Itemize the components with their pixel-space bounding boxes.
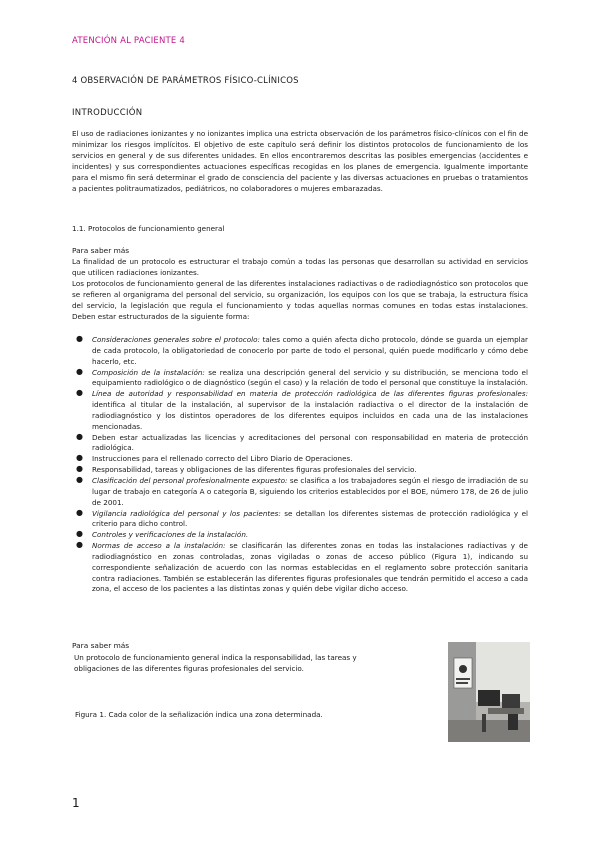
bullet-icon: ● (76, 540, 83, 550)
list-item-text: se clasificarán las diferentes zonas en todas las instalaciones radiactivas y de radiodiagnóstico en zonas controladas, zonas vigiladas o zonas de acceso público (Figura 1), indicando su correspondiente señalización de acuerdo con las normas establecidas en el reglamento sobre protección sanitaria contra radiaciones. También se establecerán las diferentes figuras profesionales que tendrán permitido el acceso a cada zona, el acceso de los pacientes a las distintas zonas y quién debe vigilar dicho acceso. (92, 541, 528, 594)
list-item-text: Responsabilidad, tareas y obligaciones de las diferentes figuras profesionales del servicio. (92, 465, 417, 475)
figure-1-photo (448, 642, 530, 742)
intro-paragraph: El uso de radiaciones ionizantes y no ionizantes implica una estricta observación de los parámetros físico-clínicos con el fin de minimizar los riesgos implícitos. El objetivo de este capítulo será definir los distintos protocolos de funcionamiento de los servicios en general y de sus diferentes unidades. En ellos encontraremos descritas las posibles emergencias (accidentes e incidentes) y sus correspondientes actuaciones específicas recogidas en los planes de emergencia. Igualmente importante para el mismo fin será determinar el grado de consciencia del paciente y las diversas actuaciones en pruebas o tratamientos a pacientes politraumatizados, pediátricos, no colaboradores o mujeres embarazadas. (72, 129, 528, 194)
bullet-icon: ● (76, 388, 83, 398)
list-item-text: Deben estar actualizadas las licencias y acreditaciones del personal con responsabilidad en materia de protección radiológica. (92, 432, 528, 453)
list-item (76, 540, 528, 595)
list-item-text: se detallan los diferentes sistemas de protección radiológica y el criterio para dicho control. (92, 508, 528, 529)
list-item-text: Instrucciones para el rellenado correcto del Libro Diario de Operaciones. (92, 454, 353, 464)
bullet-icon: ● (76, 474, 83, 484)
paragraph-protocolos: Los protocolos de funcionamiento general de las diferentes instalaciones radiactivas o de radiodiagnóstico son protocolos que se refieren al organigrama del personal del servicio, su organización, los equipos con los que se trabaja, la estructura física del servicio, la legislación que regula el funcionamiento y todas aquellas normas comunes en todas estas instalaciones. Deben estar estructurados de la siguiente forma: (72, 279, 528, 322)
list-item-lead: Controles y verificaciones de la instalación. (92, 530, 249, 540)
list-item-lead: Vigilancia radiológica del personal y los pacientes: (92, 508, 281, 518)
bullet-icon: ● (76, 334, 83, 343)
figure-caption: Figura 1. Cada color de la señalización indica una zona determinada. (75, 710, 323, 719)
bullet-icon: ● (76, 464, 83, 474)
bullet-icon: ● (76, 431, 83, 441)
list-item (76, 453, 528, 465)
list-item-text: se clasifica a los trabajadores según el riesgo de irradiación de su lugar de trabajo en categoría A o categoría B, siguiendo los criterios establecidos por el BOE, número 178, de 26 de julio de 2001. (92, 475, 529, 507)
intro-heading: INTRODUCCIÓN (72, 108, 143, 118)
list-item-lead: Consideraciones generales sobre el protocolo: (92, 335, 260, 344)
list-item (76, 388, 528, 432)
list-item-text: tales como a quién afecta dicho protocolo, dónde se guarda un ejemplar de cada protocolo, la obligatoriedad de conocerlo por parte de todo el personal, quién puede modificarlo y cómo debe hacerlo, etc. (92, 335, 528, 366)
section-heading-1-1: 1.1. Protocolos de funcionamiento general (72, 224, 225, 233)
paragraph-finalidad: La finalidad de un protocolo es estructurar el trabajo común a todas las personas que desarrollan su actividad en servicios que utilicen radiaciones ionizantes. (72, 257, 528, 278)
list-item-lead: Clasificación del personal profesionalmente expuesto: (92, 475, 288, 485)
para-saber-mas-heading: Para saber más (72, 246, 130, 255)
running-header: ATENCIÓN AL PACIENTE 4 (72, 36, 186, 46)
list-item (76, 431, 528, 455)
list-item (76, 474, 529, 509)
list-item-lead: Línea de autoridad y responsabilidad en materia de protección radiológica de las diferentes figuras profesionales: (92, 389, 528, 399)
bullet-icon: ● (76, 366, 83, 376)
chapter-title: 4 OBSERVACIÓN DE PARÁMETROS FÍSICO-CLÍNICOS (72, 76, 299, 86)
bullet-icon: ● (76, 507, 83, 517)
bullet-list (76, 334, 529, 595)
list-item-text: se realiza una descripción general del servicio y su distribución, se menciona todo el equipamiento radiológico o de diagnóstico (según el caso) y la relación de todo el personal que constituye la instalación. (92, 367, 528, 388)
paragraph-responsabilidad: Un protocolo de funcionamiento general indica la responsabilidad, las tareas y obligaciones de las diferentes figuras profesionales del servicio. (74, 653, 357, 673)
para-saber-mas-heading-2: Para saber más (72, 641, 130, 650)
bullet-icon: ● (76, 529, 83, 539)
list-item (76, 464, 528, 476)
list-item (76, 529, 528, 541)
bullet-icon: ● (76, 453, 83, 463)
list-item-lead: Normas de acceso a la instalación: (92, 541, 226, 551)
list-item (76, 334, 528, 368)
list-item (76, 507, 528, 531)
page-number: 1 (72, 796, 80, 810)
list-item (76, 366, 528, 390)
list-item-text: identifica al titular de la instalación, al supervisor de la instalación radiactiva o el director de la instalación de radiodiagnóstico y los distintos operadores de los diferentes equipos incluidos en cada una de las instalaciones mencionadas. (92, 400, 528, 431)
list-item-lead: Composición de la instalación: (92, 367, 205, 377)
